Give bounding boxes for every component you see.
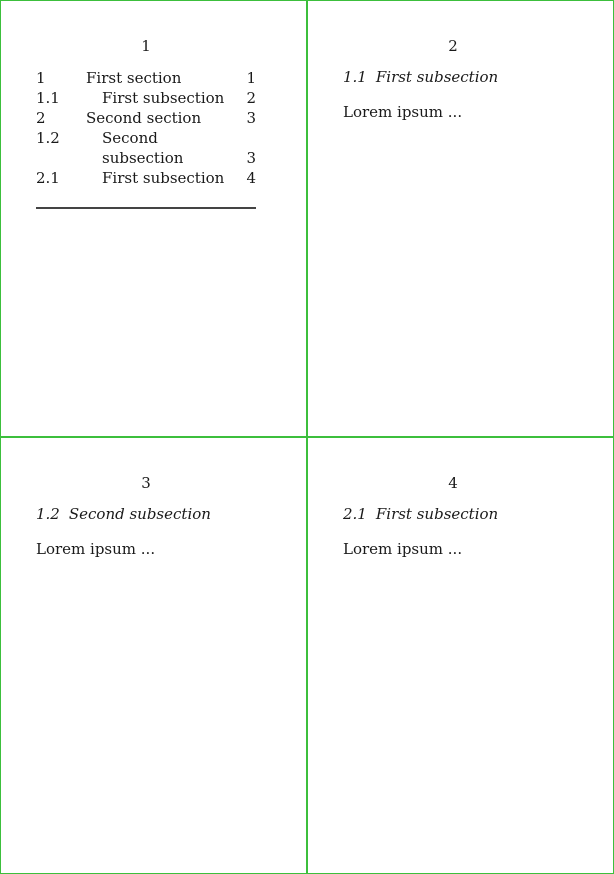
page-number: 1 — [141, 37, 151, 55]
subsection-number: 1.2 — [36, 505, 60, 523]
page-3 — [0, 437, 306, 873]
page-number: 3 — [141, 474, 151, 492]
toc-entry-number: 1.1 — [36, 89, 60, 107]
toc-entry-page: 2 — [246, 89, 256, 107]
toc-entry[interactable] — [36, 168, 256, 188]
page-number: 4 — [448, 474, 458, 492]
toc-entry-title: Second subsection — [102, 129, 184, 167]
toc-entry[interactable] — [36, 88, 256, 108]
toc-entry-title: First subsection — [102, 169, 225, 187]
toc-entry-number: 1 — [36, 69, 46, 87]
subsection-title: Second subsection — [68, 505, 211, 523]
body-paragraph: Lorem ipsum ... — [343, 103, 463, 121]
toc-entry-title: Second section — [86, 109, 202, 127]
subsection-heading — [343, 505, 498, 523]
toc-entry-page: 3 — [246, 149, 256, 167]
toc-entry-number: 2 — [36, 109, 46, 127]
body-paragraph: Lorem ipsum ... — [343, 540, 463, 558]
subsection-number: 2.1 — [343, 505, 367, 523]
subsection-title: First subsection — [375, 68, 499, 86]
toc-entry-page: 1 — [246, 69, 256, 87]
toc-entry-page: 4 — [246, 169, 256, 187]
table-of-contents — [36, 68, 256, 188]
subsection-heading — [36, 505, 211, 523]
page-number: 2 — [448, 37, 458, 55]
toc-entry-number: 1.2 — [36, 129, 60, 147]
page-2 — [307, 0, 613, 436]
toc-separator-rule — [36, 207, 256, 209]
page-1 — [0, 0, 306, 436]
toc-entry[interactable] — [36, 108, 256, 128]
toc-entry-page: 3 — [246, 109, 256, 127]
toc-entry[interactable] — [36, 68, 256, 88]
subsection-number: 1.1 — [343, 68, 367, 86]
toc-entry-number: 2.1 — [36, 169, 60, 187]
subsection-title: First subsection — [375, 505, 499, 523]
toc-entry-title: First section — [86, 69, 182, 87]
subsection-heading — [343, 68, 498, 86]
toc-entry[interactable] — [36, 128, 256, 168]
body-paragraph: Lorem ipsum ... — [36, 540, 156, 558]
toc-entry-title: First subsection — [102, 89, 225, 107]
page-4 — [307, 437, 613, 873]
